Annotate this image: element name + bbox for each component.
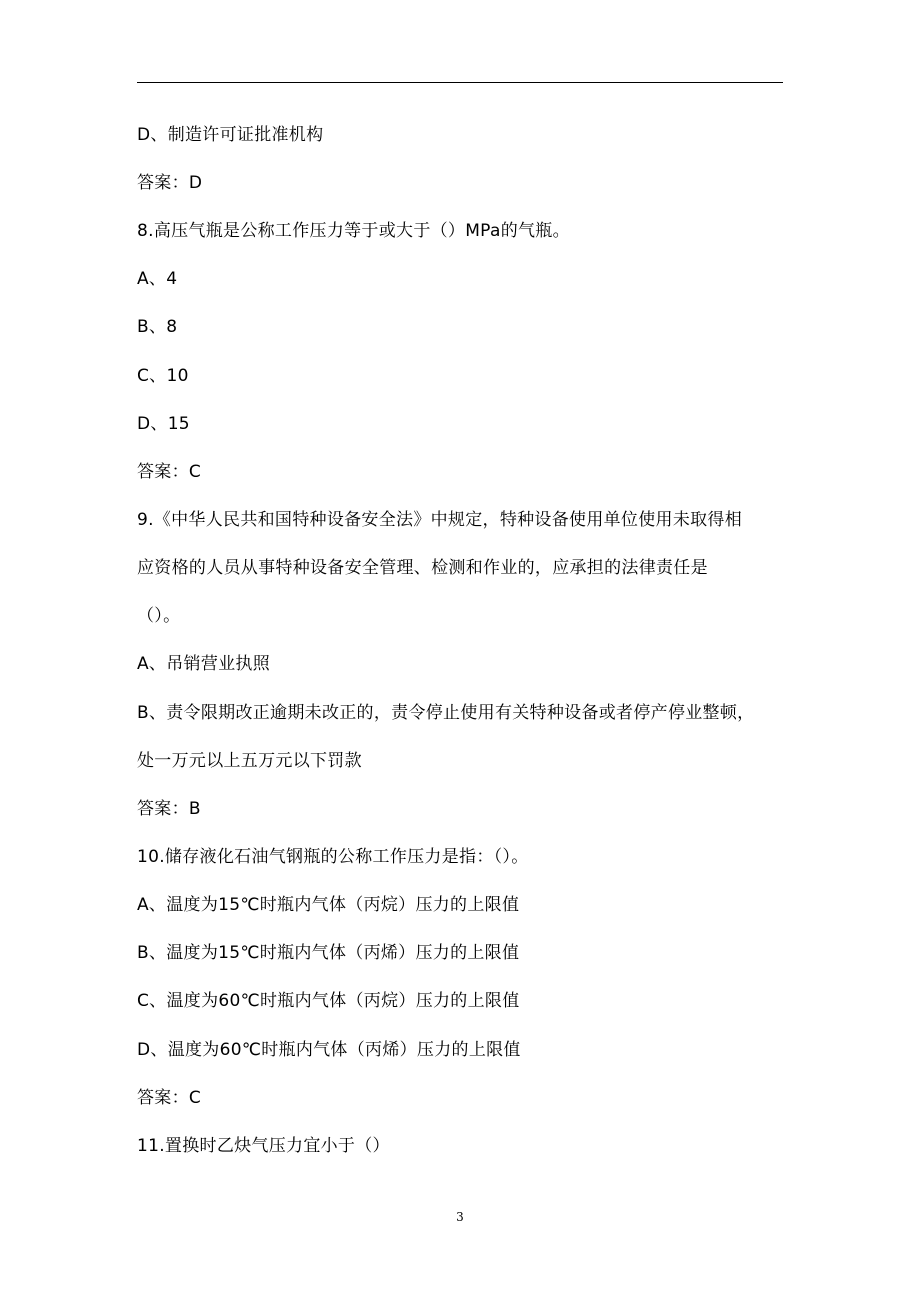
option-line: B、8 xyxy=(137,317,178,337)
option-line: 处一万元以上五万元以下罚款 xyxy=(137,751,362,771)
option-line: D、制造许可证批准机构 xyxy=(137,125,324,145)
option-line: A、温度为15℃时瓶内气体（丙烷）压力的上限值 xyxy=(137,895,520,915)
option-line: C、温度为60℃时瓶内气体（丙烷）压力的上限值 xyxy=(137,991,520,1011)
question-line: 8.高压气瓶是公称工作压力等于或大于（）MPa的气瓶。 xyxy=(137,221,570,241)
answer-line: 答案：B xyxy=(137,799,201,819)
answer-line: 答案：D xyxy=(137,173,203,193)
option-line: D、15 xyxy=(137,414,190,434)
question-line: （）。 xyxy=(137,606,181,626)
option-line: B、责令限期改正逾期未改正的，责令停止使用有关特种设备或者停产停业整顿， xyxy=(137,703,755,723)
option-line: A、4 xyxy=(137,269,178,289)
answer-line: 答案：C xyxy=(137,462,202,482)
question-line: 10.储存液化石油气钢瓶的公称工作压力是指：（）。 xyxy=(137,847,529,867)
question-line: 11.置换时乙炔气压力宜小于（） xyxy=(137,1136,390,1156)
option-line: A、吊销营业执照 xyxy=(137,654,271,674)
question-line: 9.《中华人民共和国特种设备安全法》中规定，特种设备使用单位使用未取得相 xyxy=(137,510,743,530)
page-number: 3 xyxy=(456,1210,464,1224)
option-line: B、温度为15℃时瓶内气体（丙烯）压力的上限值 xyxy=(137,943,520,963)
header-rule xyxy=(137,82,783,83)
option-line: C、10 xyxy=(137,366,189,386)
question-line: 应资格的人员从事特种设备安全管理、检测和作业的，应承担的法律责任是 xyxy=(137,558,708,578)
answer-line: 答案：C xyxy=(137,1088,202,1108)
option-line: D、温度为60℃时瓶内气体（丙烯）压力的上限值 xyxy=(137,1040,521,1060)
